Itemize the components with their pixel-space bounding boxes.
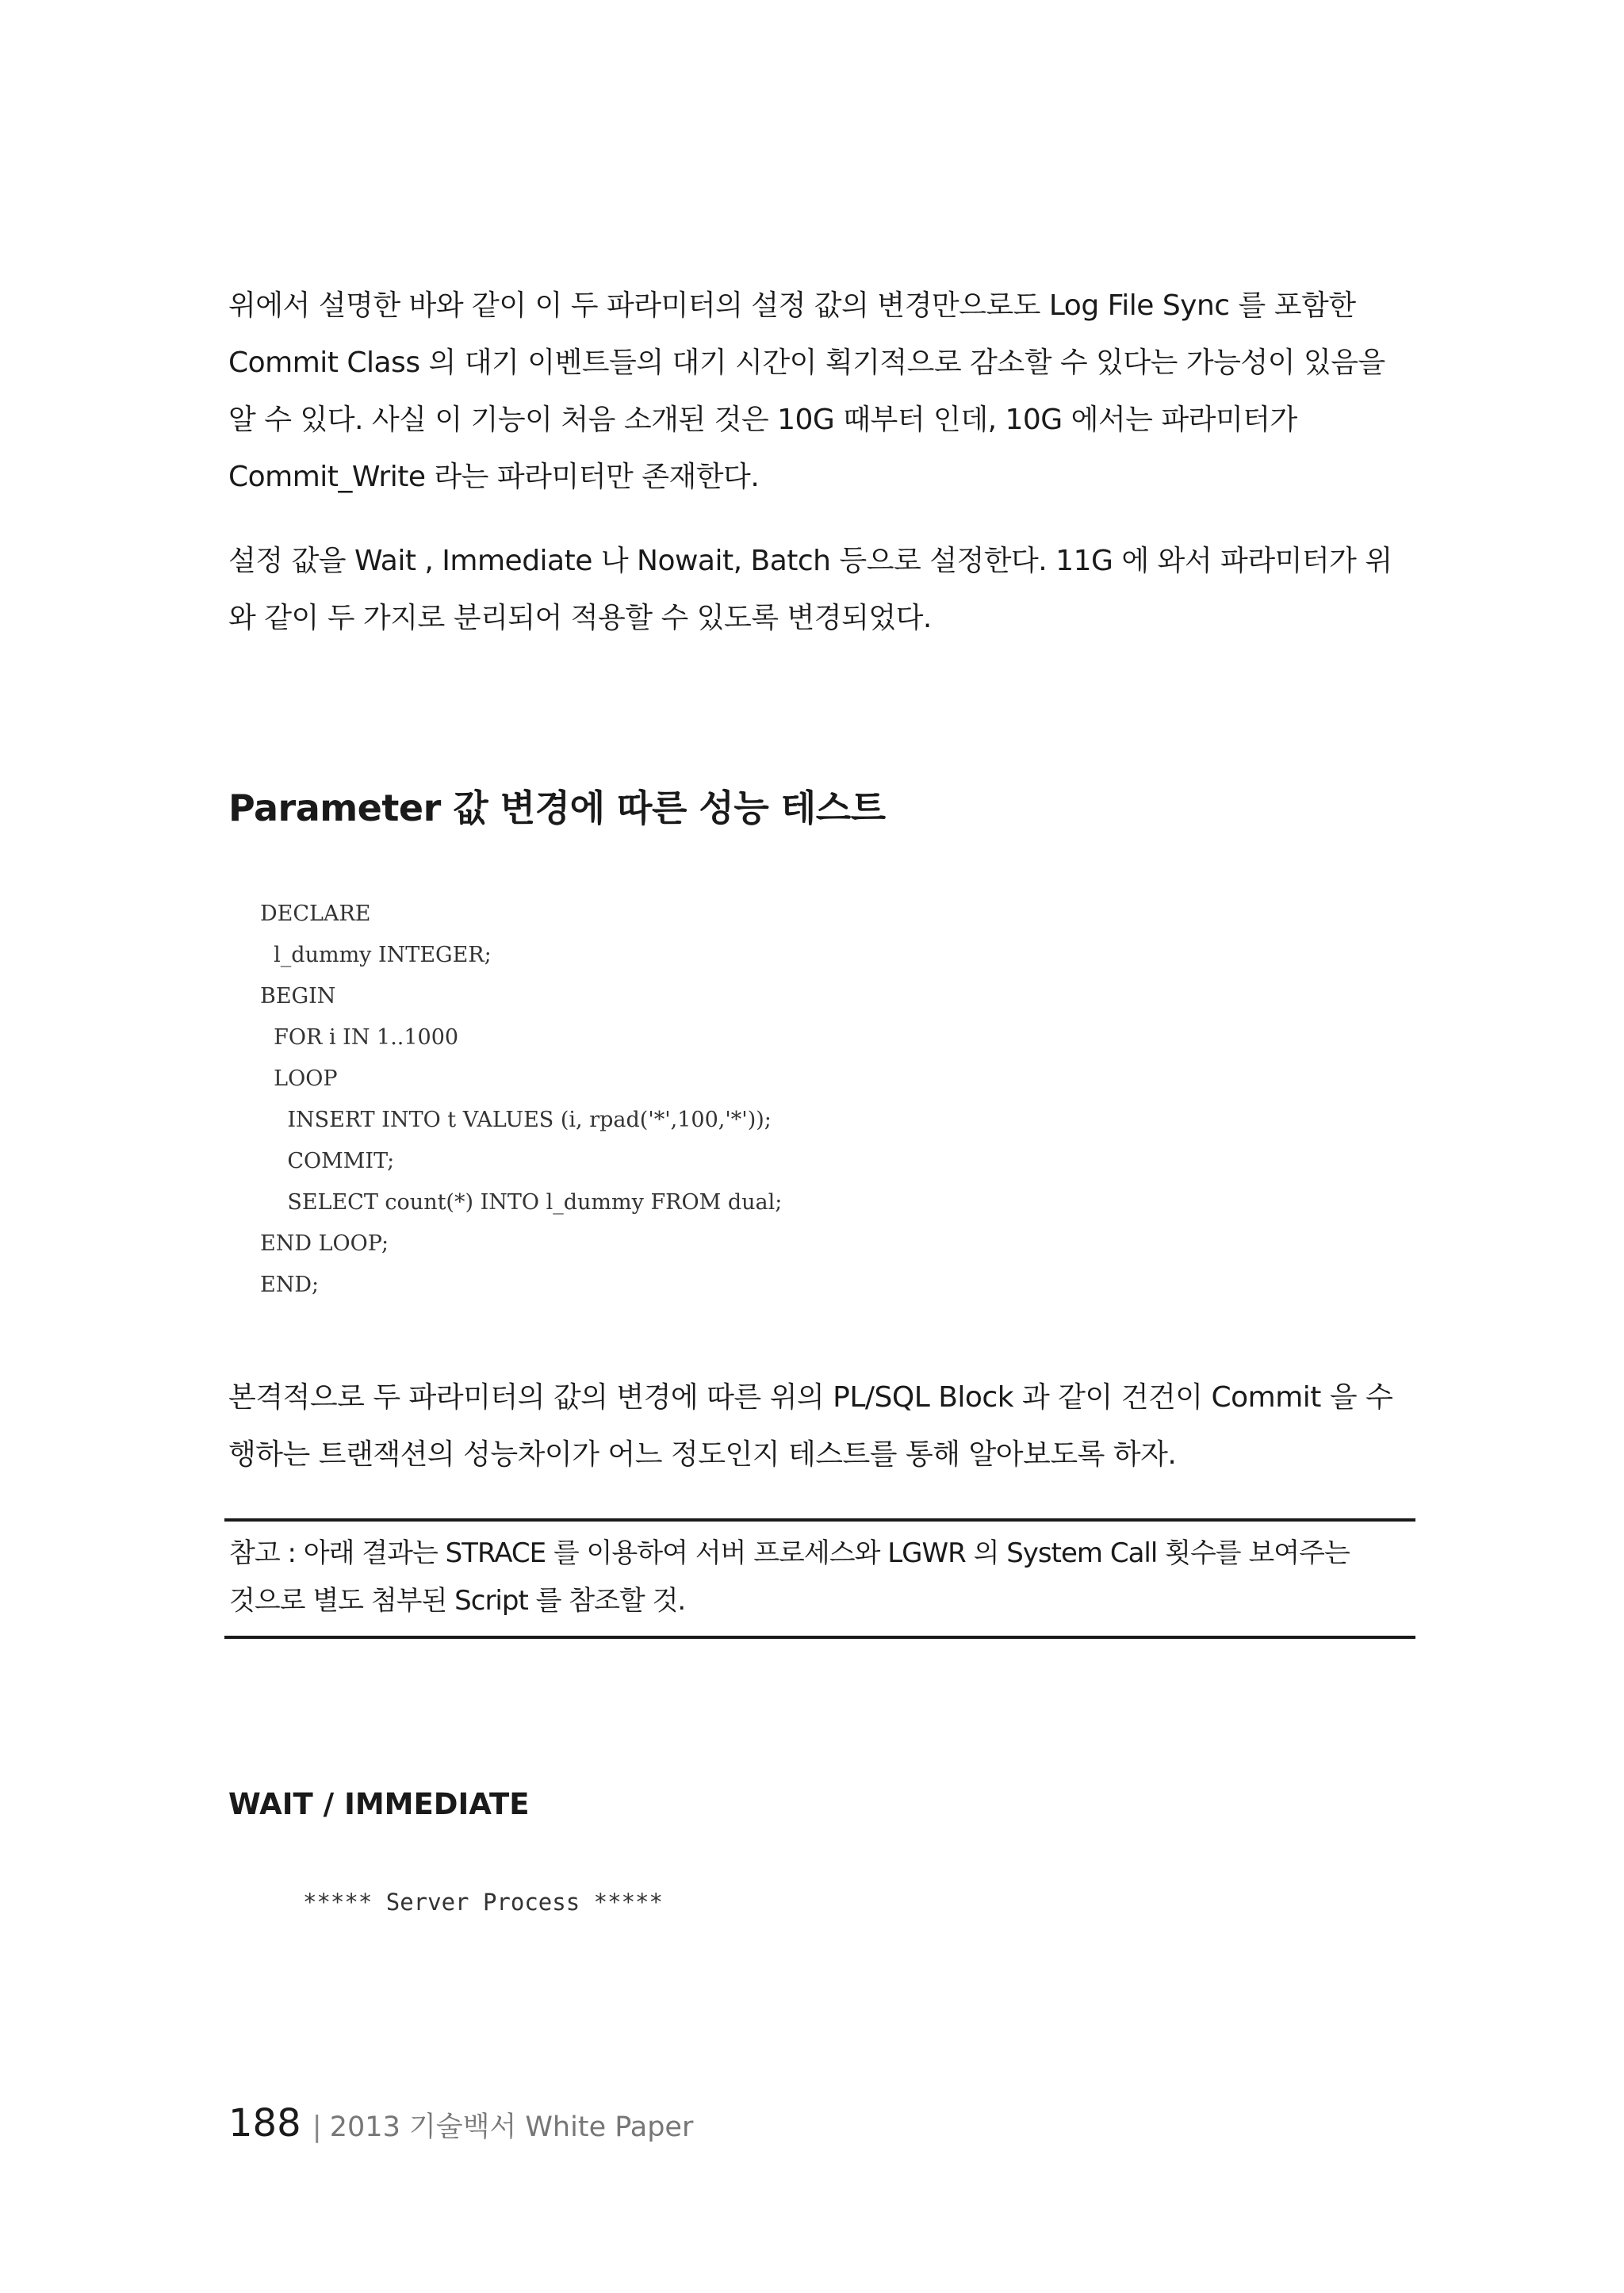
text-line: 위에서 설명한 바와 같이 이 두 파라미터의 설정 값의 변경만으로도 Log File Sync 를 포함한: [228, 289, 1356, 322]
intro-paragraph-2: [228, 533, 1402, 647]
code-line: LOOP: [260, 1066, 338, 1091]
section-heading: Parameter 값 변경에 따른 성능 테스트: [228, 787, 886, 829]
code-line: FOR i IN 1..1000: [260, 1025, 459, 1050]
text-line: Commit Class 의 대기 이벤트들의 대기 시간이 획기적으로 감소할 수 있다는 가능성이 있음을: [228, 346, 1385, 379]
text-line: 본격적으로 두 파라미터의 값의 변경에 따른 위의 PL/SQL Block 과 같이 건건이 Commit 을 수: [228, 1381, 1393, 1414]
footer-separator: |: [312, 2111, 322, 2143]
subsection-heading: WAIT / IMMEDIATE: [228, 1787, 530, 1821]
reference-note-box: [224, 1518, 1415, 1639]
text-line: 행하는 트랜잭션의 성능차이가 어느 정도인지 테스트를 통해 알아보도록 하자.: [228, 1438, 1177, 1471]
code-line: END LOOP;: [260, 1231, 389, 1256]
footer-title: 2013 기술백서 White Paper: [329, 2111, 694, 2143]
text-line: 와 같이 두 가지로 분리되어 적용할 수 있도록 변경되었다.: [228, 602, 932, 634]
code-line: BEGIN: [260, 984, 336, 1009]
code-line: END;: [260, 1273, 320, 1297]
code-line: INSERT INTO t VALUES (i, rpad('*',100,'*'));: [260, 1108, 772, 1132]
code-line: COMMIT;: [260, 1149, 395, 1173]
intro-paragraph-1: [228, 278, 1402, 506]
code-line: SELECT count(*) INTO l_dummy FROM dual;: [260, 1190, 783, 1215]
page-number: 188: [228, 2101, 301, 2146]
note-line: 참고 : 아래 결과는 STRACE 를 이용하여 서버 프로세스와 LGWR 의 System Call 횟수를 보여주는: [229, 1537, 1350, 1569]
plsql-code-block: [260, 894, 782, 1306]
page-footer: [228, 2101, 693, 2146]
text-line: Commit_Write 라는 파라미터만 존재한다.: [228, 461, 760, 493]
note-line: 것으로 별도 첨부된 Script 를 참조할 것.: [229, 1585, 686, 1617]
test-description-paragraph: [228, 1369, 1402, 1483]
server-process-output-header: ***** Server Process *****: [303, 1889, 663, 1916]
code-line: DECLARE: [260, 902, 371, 926]
text-line: 설정 값을 Wait , Immediate 나 Nowait, Batch 등으로 설정한다. 11G 에 와서 파라미터가 위: [228, 545, 1392, 577]
text-line: 알 수 있다. 사실 이 기능이 처음 소개된 것은 10G 때부터 인데, 10G 에서는 파라미터가: [228, 404, 1297, 436]
code-line: l_dummy INTEGER;: [260, 943, 492, 967]
